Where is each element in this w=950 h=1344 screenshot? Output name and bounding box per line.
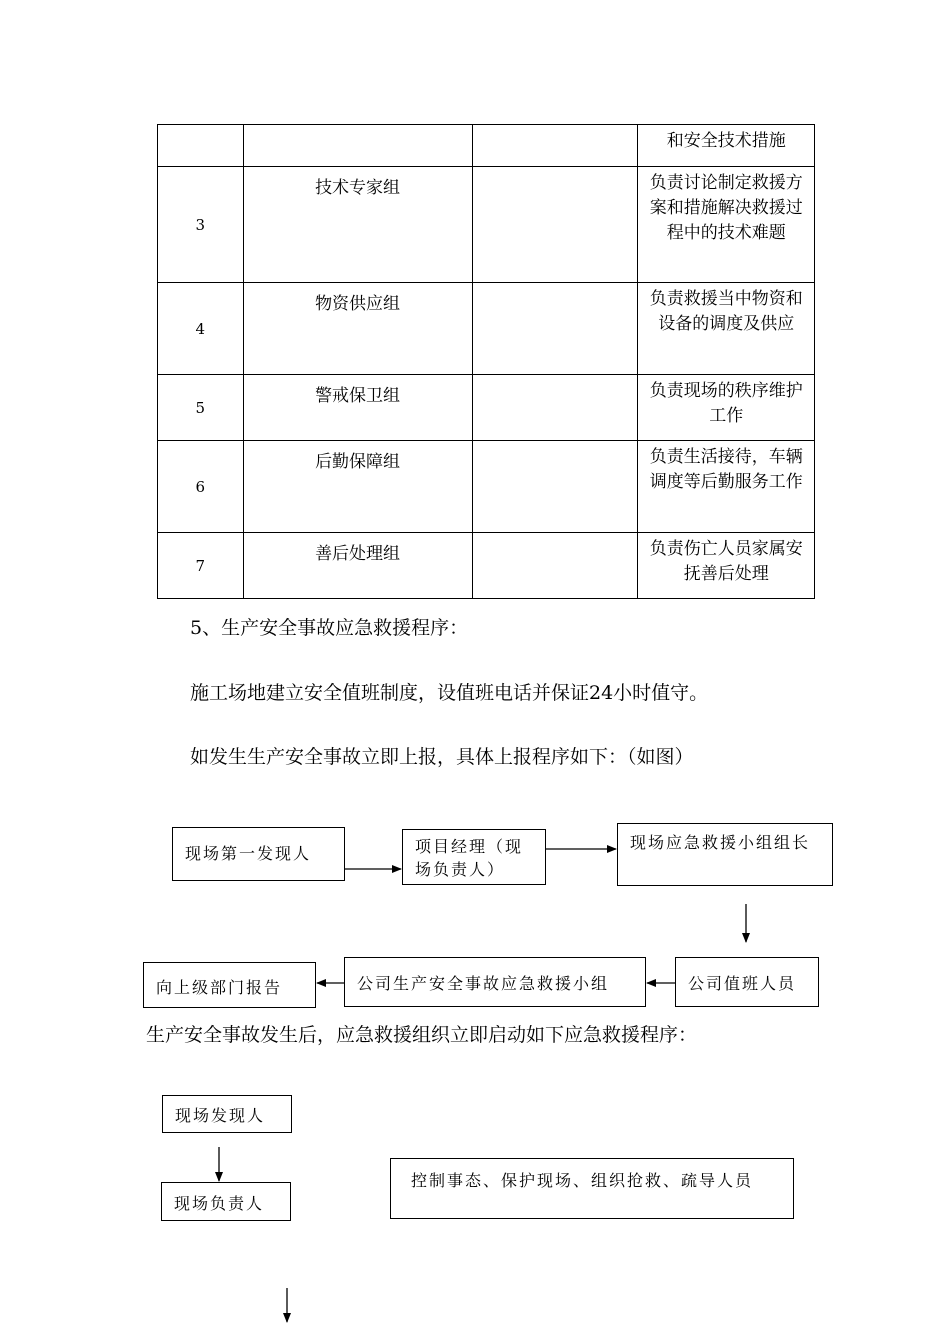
paragraph-report-intro: 如发生生产安全事故立即上报，具体上报程序如下：（如图） <box>190 746 694 768</box>
group-name: 技术专家组 <box>243 167 472 283</box>
group-duty: 负责讨论制定救援方案和措施解决救援过程中的技术难题 <box>638 167 815 283</box>
flow-finder: 现场发现人 <box>162 1095 292 1133</box>
flow-team-leader: 现场应急救援小组组长 <box>617 823 833 886</box>
flow-report-up: 向上级部门报告 <box>143 962 316 1008</box>
group-name: 善后处理组 <box>243 533 472 599</box>
group-duty: 和安全技术措施 <box>638 125 815 167</box>
group-duty: 负责生活接待，车辆调度等后勤服务工作 <box>638 441 815 533</box>
flow-actions: 控制事态、保护现场、组织抢救、疏导人员 <box>390 1158 794 1219</box>
group-duty: 负责救援当中物资和设备的调度及供应 <box>638 283 815 375</box>
group-name: 后勤保障组 <box>243 441 472 533</box>
group-duty: 负责伤亡人员家属安抚善后处理 <box>638 533 815 599</box>
paragraph-duty-system: 施工场地建立安全值班制度，设值班电话并保证24小时值守。 <box>190 682 709 704</box>
flow-duty-staff: 公司值班人员 <box>675 957 819 1007</box>
flow-first-finder: 现场第一发现人 <box>172 827 345 881</box>
group-duty: 负责现场的秩序维护工作 <box>638 375 815 441</box>
group-name: 警戒保卫组 <box>243 375 472 441</box>
flow-project-manager: 项目经理（现场负责人） <box>402 829 546 885</box>
flow-company-team: 公司生产安全事故应急救援小组 <box>344 957 646 1007</box>
flow-site-head: 现场负责人 <box>161 1182 291 1221</box>
row-number: 6 <box>158 441 244 533</box>
paragraph-procedure-intro: 生产安全事故发生后，应急救援组织立即启动如下应急救援程序： <box>146 1024 698 1046</box>
row-number: 5 <box>158 375 244 441</box>
group-name: 物资供应组 <box>243 283 472 375</box>
row-number: 7 <box>158 533 244 599</box>
section-heading: 5、生产安全事故应急救援程序： <box>190 617 469 639</box>
row-number: 3 <box>158 167 244 283</box>
row-number: 4 <box>158 283 244 375</box>
